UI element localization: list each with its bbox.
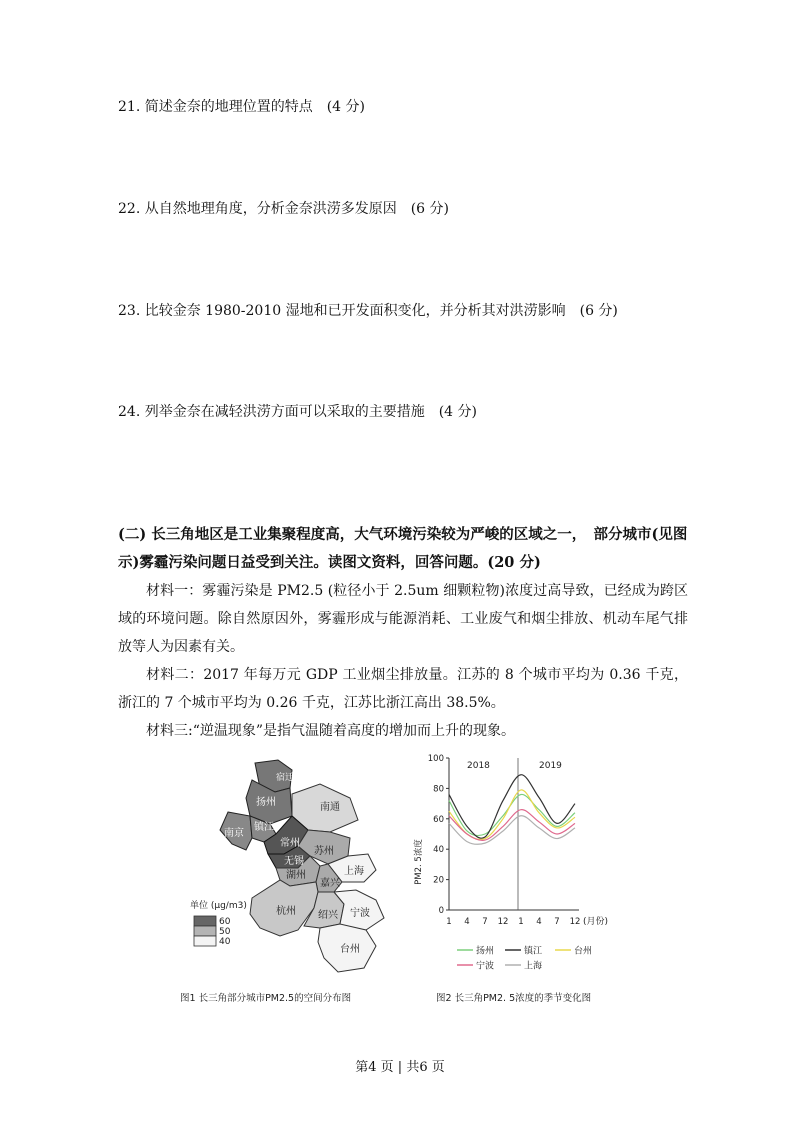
question-24: 24. 列举金奈在减轻洪涝方面可以采取的主要措施 (4 分) <box>118 404 477 420</box>
legend-label: 扬州 <box>476 946 495 957</box>
label-zhenjiang: 镇江 <box>254 822 274 833</box>
x-tick-label: 1 <box>446 917 452 927</box>
legend-swatch-40 <box>194 936 216 946</box>
year-label-2018: 2018 <box>467 761 490 771</box>
y-tick-label: 80 <box>433 784 444 795</box>
x-tick-label: 1 <box>518 917 524 927</box>
label-nantong: 南通 <box>320 802 340 813</box>
label-suzhou: 苏州 <box>314 846 334 857</box>
label-huzhou: 湖州 <box>286 870 306 881</box>
series-line <box>449 810 575 841</box>
map-legend-title: 单位 (μg/m3) <box>190 901 247 911</box>
question-22: 22. 从自然地理角度，分析金奈洪涝多发原因 (6 分) <box>118 201 449 217</box>
label-wuxi: 无锡 <box>284 856 304 867</box>
legend-label: 台州 <box>574 946 593 957</box>
label-suqian: 宿迁 <box>276 773 295 783</box>
y-tick-label: 100 <box>427 754 444 764</box>
y-tick-label: 20 <box>433 875 444 886</box>
legend-label: 宁波 <box>476 961 495 972</box>
chart-caption: 图2 长三角PM2. 5浓度的季节变化图 <box>436 993 592 1004</box>
material-3: 材料三:“逆温现象”是指气温随着高度的增加而上升的现象。 <box>146 723 516 739</box>
question-21: 21. 简述金奈的地理位置的特点 (4 分) <box>118 99 365 115</box>
label-yangzhou: 扬州 <box>256 797 276 808</box>
label-ningbo: 宁波 <box>350 908 370 919</box>
label-shaoxing: 绍兴 <box>318 910 338 921</box>
year-label-2019: 2019 <box>539 761 562 771</box>
legend-value-60: 60 <box>219 917 231 927</box>
material-1: 材料一：雾霾污染是 PM2.5 (粒径小于 2.5um 细颗粒物)浓度过高导致，已经成为跨区域的环境问题。除自然原因外，雾霾形成与能源消耗、工业废气和烟尘排放、机动车尾气排放等人为因素有关。 <box>118 583 688 655</box>
x-tick-label: 12 <box>569 917 581 927</box>
x-tick-label: 7 <box>554 917 560 927</box>
label-nanjing: 南京 <box>224 828 244 839</box>
label-taizhou: 台州 <box>340 944 360 955</box>
legend-value-50: 50 <box>219 927 231 937</box>
legend-swatch-60 <box>194 916 216 926</box>
x-tick-label: 12 <box>497 917 509 927</box>
x-tick-label: 7 <box>482 917 488 927</box>
label-shanghai: 上海 <box>344 866 364 877</box>
question-23: 23. 比较金奈 1980-2010 湿地和已开发面积变化，并分析其对洪涝影响 (6 分) <box>118 303 618 319</box>
chart-axes <box>428 754 581 927</box>
pm25-map <box>180 758 440 983</box>
pm25-line-chart <box>405 748 615 983</box>
chart-lines <box>449 775 575 845</box>
y-tick-label: 0 <box>438 906 444 916</box>
y-tick-label: 40 <box>433 845 444 856</box>
section-heading: (二) 长三角地区是工业集聚程度高，大气环境污染较为严峻的区域之一， 部分城市(见图示)雾霾污染问题日益受到关注。读图文资料，回答问题。(20 分) <box>118 526 688 571</box>
label-hangzhou: 杭州 <box>276 906 296 917</box>
chart-legend <box>457 945 592 972</box>
material-2: 材料二：2017 年每万元 GDP 工业烟尘排放量。江苏的 8 个城市平均为 0.36 千克，浙江的 7 个城市平均为 0.26 千克，江苏比浙江高出 38.5%。 <box>118 667 688 711</box>
label-jiaxing: 嘉兴 <box>320 878 340 889</box>
legend-swatch-50 <box>194 926 216 936</box>
legend-value-40: 40 <box>219 937 231 947</box>
legend-label: 上海 <box>524 961 543 972</box>
chart-ylabel: PM2. 5浓度 <box>414 839 424 885</box>
map-caption: 图1 长三角部分城市PM2.5的空间分布图 <box>180 993 352 1004</box>
label-changzhou: 常州 <box>280 838 300 849</box>
page-footer: 第4 页 | 共6 页 <box>355 1060 445 1075</box>
series-line <box>449 775 575 839</box>
chart-xlabel: (月份) <box>583 917 609 927</box>
y-tick-label: 60 <box>433 814 444 825</box>
x-tick-label: 4 <box>536 917 542 927</box>
series-line <box>449 816 575 845</box>
x-tick-label: 4 <box>464 917 470 927</box>
legend-label: 镇江 <box>524 946 543 957</box>
